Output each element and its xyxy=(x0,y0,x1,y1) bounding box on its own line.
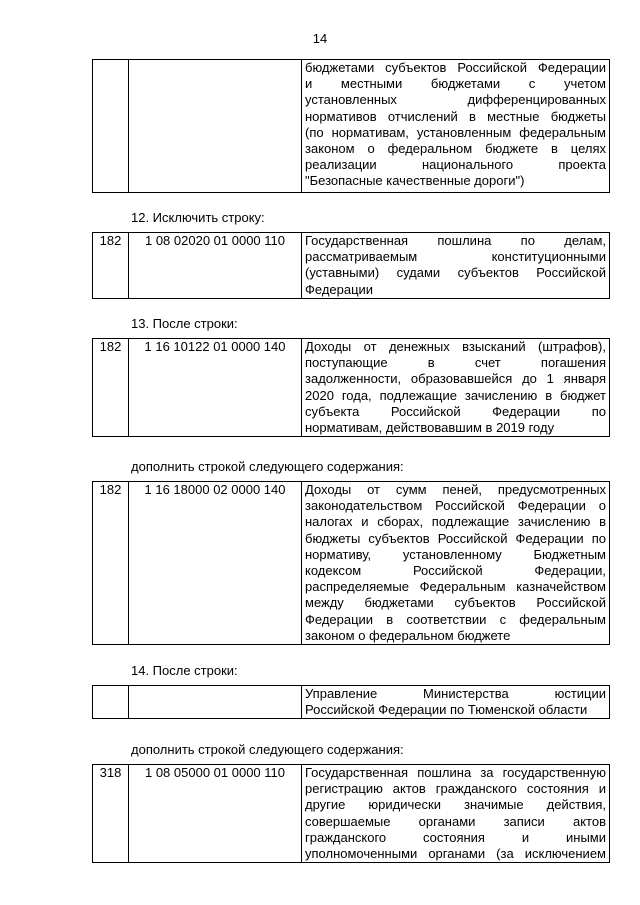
text-line: установленных дифференцированных xyxy=(305,92,606,108)
item-14-heading: 14. После строки: xyxy=(131,663,238,678)
table-row-after xyxy=(92,338,610,437)
text-line: Федерации в соответствии с федеральным xyxy=(305,611,606,627)
text-line: кодексом Российской Федерации, xyxy=(305,563,606,579)
admin-code-cell: 182 xyxy=(93,339,129,437)
admin-code-cell: 182 xyxy=(93,482,129,645)
admin-code-cell xyxy=(93,60,129,193)
table-row-added-2 xyxy=(92,764,610,863)
text-line: нормативу, установленному Бюджетным xyxy=(305,546,606,562)
text-line: Доходы от денежных взысканий (штрафов), xyxy=(305,339,606,354)
text-line: законом о федеральном бюджете xyxy=(305,627,511,643)
text-line: "Безопасные качественные дороги") xyxy=(305,173,525,189)
text-line: Доходы от сумм пеней, предусмотренных xyxy=(305,482,606,497)
text-line: регистрацию актов гражданского состояния и xyxy=(305,781,606,797)
description-cell xyxy=(302,686,610,719)
text-line: распределяемые Федеральным казначейством xyxy=(305,579,606,595)
text-line: законом о федеральном бюджете в целях xyxy=(305,141,606,157)
text-line: (по нормативам, установленным федеральным xyxy=(305,124,606,140)
text-line: реализации национального проекта xyxy=(305,157,606,173)
text-line: нормативам, действовавшим в 2019 году xyxy=(305,420,555,436)
item-12-heading: 12. Исключить строку: xyxy=(131,210,265,225)
table-row-added xyxy=(92,481,610,645)
text-line: и местными бюджетами с учетом xyxy=(305,76,606,92)
admin-code-cell: 318 xyxy=(93,765,129,863)
text-line: совершаемые органами записи актов xyxy=(305,813,606,829)
text-line: бюджетами субъектов Российской Федерации xyxy=(305,60,606,75)
text-line: 2020 года, подлежащие зачислению в бюджет xyxy=(305,387,606,403)
description-cell xyxy=(302,339,610,437)
text-line: другие юридически значимые действия, xyxy=(305,797,606,813)
text-line: между бюджетами субъектов Российской xyxy=(305,595,606,611)
add-row-heading: дополнить строкой следующего содержания: xyxy=(131,459,404,474)
item-13-heading: 13. После строки: xyxy=(131,316,238,331)
text-line: рассматриваемым конституционными xyxy=(305,249,606,265)
kbk-code-cell: 1 08 05000 01 0000 110 xyxy=(129,765,302,863)
kbk-code-cell: 1 08 02020 01 0000 110 xyxy=(129,233,302,299)
table-row-continuation xyxy=(92,59,610,193)
text-line: поступающие в счет погашения xyxy=(305,355,606,371)
text-line: (уставными) судами субъектов Российской xyxy=(305,265,606,281)
text-line: субъекта Российской Федерации по xyxy=(305,403,606,419)
text-line: Государственная пошлина за государственную xyxy=(305,765,606,780)
text-line: нормативов отчислений в местные бюджеты xyxy=(305,108,606,124)
text-line: Государственная пошлина по делам, xyxy=(305,233,606,248)
text-line: бюджеты субъектов Российской Федерации по xyxy=(305,530,606,546)
add-row-heading-2: дополнить строкой следующего содержания: xyxy=(131,742,404,757)
description-cell xyxy=(302,233,610,299)
kbk-code-cell: 1 16 10122 01 0000 140 xyxy=(129,339,302,437)
page-number: 14 xyxy=(312,31,328,46)
text-line: уполномоченными органами (за исключением xyxy=(305,846,606,862)
description-cell xyxy=(302,482,610,645)
kbk-code-cell: 1 16 18000 02 0000 140 xyxy=(129,482,302,645)
kbk-code-cell xyxy=(129,60,302,193)
text-line: налогах и сборах, подлежащие зачислению в xyxy=(305,514,606,530)
text-line: законодательством Российской Федерации о xyxy=(305,498,606,514)
description-cell xyxy=(302,60,610,193)
admin-code-cell xyxy=(93,686,129,719)
text-line: Управление Министерства юстиции xyxy=(305,686,606,701)
text-line: гражданского состояния и иными xyxy=(305,829,606,845)
text-line: Российской Федерации по Тюменской области xyxy=(305,702,588,718)
text-line: задолженности, образовавшейся до 1 января xyxy=(305,371,606,387)
kbk-code-cell xyxy=(129,686,302,719)
description-cell xyxy=(302,765,610,863)
text-line: Федерации xyxy=(305,281,374,297)
table-row-excluded xyxy=(92,232,610,299)
table-row-after-ministry xyxy=(92,685,610,719)
admin-code-cell: 182 xyxy=(93,233,129,299)
